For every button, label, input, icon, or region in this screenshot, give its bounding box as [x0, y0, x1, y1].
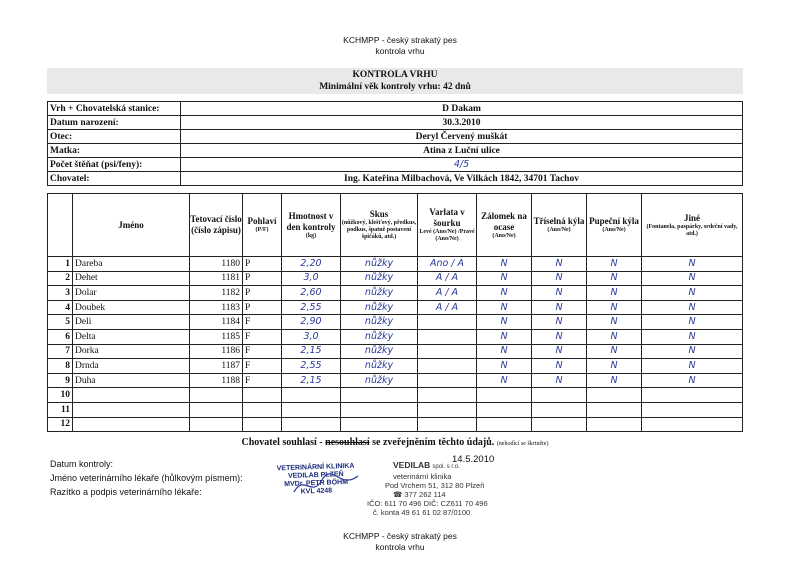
cell-bite: nůžky — [341, 359, 418, 374]
cell-other — [642, 402, 743, 417]
cell-tattoo-number: 1180 — [190, 257, 243, 272]
info-label: Datum narození: — [48, 116, 181, 130]
form-title — [47, 68, 743, 94]
stamp-lab-l2: Pod Vrchem 51, 312 80 Plzeň — [385, 481, 485, 490]
cell-weight: 2,60 — [282, 286, 341, 301]
stamp-vet-line3: MVDr. PETR BÖHM — [284, 478, 349, 489]
cell-bite: nůžky — [341, 315, 418, 330]
cell-row-number: 5 — [48, 315, 73, 330]
table-row — [48, 402, 743, 417]
cell-weight: 2,55 — [282, 359, 341, 374]
cell-umbilical-hernia — [587, 402, 642, 417]
cell-sex: F — [243, 329, 282, 344]
cell-row-number: 9 — [48, 373, 73, 388]
col-index — [48, 194, 73, 257]
info-label: Počet štěňat (psi/feny): — [48, 158, 181, 172]
cell-inguinal-hernia: N — [532, 257, 587, 272]
cell-inguinal-hernia: N — [532, 315, 587, 330]
cell-umbilical-hernia: N — [587, 257, 642, 272]
cell-tattoo-number — [190, 417, 243, 432]
cell-umbilical-hernia — [587, 417, 642, 432]
cell-weight: 2,15 — [282, 373, 341, 388]
cell-umbilical-hernia: N — [587, 329, 642, 344]
cell-weight — [282, 388, 341, 403]
cell-bite: nůžky — [341, 286, 418, 301]
doc-header — [0, 35, 800, 57]
table-row — [48, 388, 743, 403]
cell-bite: nůžky — [341, 257, 418, 272]
col-jine — [642, 194, 743, 257]
cell-row-number: 4 — [48, 300, 73, 315]
cell-weight — [282, 402, 341, 417]
cell-puppy-name: Duha — [73, 373, 190, 388]
cell-other: N — [642, 373, 743, 388]
cell-bite — [341, 417, 418, 432]
cell-testicles: A / A — [418, 271, 477, 286]
consent-note: (nehodící se škrtněte) — [496, 441, 549, 447]
col-zalomek — [477, 194, 532, 257]
info-label: Otec: — [48, 130, 181, 144]
header-line2: kontrola vrhu — [375, 46, 425, 56]
litter-info-table — [47, 101, 743, 186]
col-jine-sub: (Fontanela, paspárky, srdeční vady, atd.) — [646, 223, 738, 237]
info-row — [48, 102, 743, 116]
cell-tattoo-number: 1188 — [190, 373, 243, 388]
header-line1: KCHMPP - český strakatý pes — [343, 35, 457, 45]
cell-row-number: 12 — [48, 417, 73, 432]
cell-testicles: A / A — [418, 300, 477, 315]
info-value: Deryl Červený muškát — [181, 130, 743, 144]
cell-puppy-name: Doubek — [73, 300, 190, 315]
cell-tattoo-number: 1186 — [190, 344, 243, 359]
col-jine-label: Jiné — [683, 212, 700, 223]
cell-puppy-name — [73, 388, 190, 403]
cell-other: N — [642, 344, 743, 359]
cell-weight: 2,90 — [282, 315, 341, 330]
cell-inguinal-hernia: N — [532, 359, 587, 374]
cell-other: N — [642, 359, 743, 374]
cell-tattoo-number — [190, 388, 243, 403]
cell-row-number: 2 — [48, 271, 73, 286]
cell-bite: nůžky — [341, 271, 418, 286]
col-skus — [341, 194, 418, 257]
cell-testicles: Ano / A — [418, 257, 477, 272]
consent-struck: nesouhlasí — [325, 437, 370, 448]
stamp-signature-label: Razítko a podpis veterinárního lékaře: — [50, 487, 202, 497]
info-row — [48, 144, 743, 158]
col-pohlavi — [243, 194, 282, 257]
cell-inguinal-hernia — [532, 388, 587, 403]
cell-tail-kink: N — [477, 300, 532, 315]
title-main: KONTROLA VRHU — [352, 70, 438, 80]
cell-testicles — [418, 417, 477, 432]
cell-umbilical-hernia: N — [587, 373, 642, 388]
col-hmotnost-label: Hmotnost v den kontroly — [286, 210, 336, 232]
cell-tail-kink: N — [477, 315, 532, 330]
stamp-lab-l5: č. konta 49 61 61 02 87/0100 — [373, 508, 471, 517]
stamp-lab-name: VEDILAB — [393, 460, 431, 470]
table-row — [48, 271, 743, 286]
cell-other: N — [642, 329, 743, 344]
table-row — [48, 329, 743, 344]
cell-sex: F — [243, 344, 282, 359]
col-pupecni-sub: (Ano/Ne) — [602, 227, 626, 233]
datum-value: 14.5.2010 — [452, 454, 495, 465]
cell-sex: F — [243, 315, 282, 330]
bottom-line1: KCHMPP - český strakatý pes — [343, 531, 457, 541]
cell-sex: P — [243, 271, 282, 286]
info-row — [48, 172, 743, 186]
cell-sex: F — [243, 359, 282, 374]
col-skus-sub: (nůžkový, klešťový, předkus, podkus, špatně postavení špičáků, atd.) — [341, 220, 417, 240]
cell-tattoo-number: 1183 — [190, 300, 243, 315]
col-triselna-sub: (Ano/Ne) — [547, 227, 571, 233]
table-row — [48, 257, 743, 272]
stamp-vet-line2: VEDILAB PLZEŇ — [287, 471, 344, 480]
table-row — [48, 300, 743, 315]
cell-weight: 2,20 — [282, 257, 341, 272]
col-varlata-label: Varlata v šourku — [429, 207, 465, 228]
cell-puppy-name: Dolar — [73, 286, 190, 301]
info-value: D Dakam — [181, 102, 743, 116]
cell-puppy-name — [73, 417, 190, 432]
cell-tail-kink — [477, 388, 532, 403]
cell-row-number: 6 — [48, 329, 73, 344]
cell-tattoo-number: 1182 — [190, 286, 243, 301]
cell-bite: nůžky — [341, 373, 418, 388]
cell-testicles — [418, 344, 477, 359]
cell-inguinal-hernia: N — [532, 344, 587, 359]
cell-sex: F — [243, 373, 282, 388]
cell-puppy-name: Drnda — [73, 359, 190, 374]
cell-testicles — [418, 359, 477, 374]
cell-inguinal-hernia: N — [532, 300, 587, 315]
col-pupecni — [587, 194, 642, 257]
vedilab-stamp — [367, 460, 506, 517]
info-row — [48, 116, 743, 130]
table-row — [48, 286, 743, 301]
consent-line — [47, 437, 743, 448]
cell-tattoo-number: 1181 — [190, 271, 243, 286]
cell-sex — [243, 417, 282, 432]
col-pohlavi-sub: (P/F) — [255, 227, 269, 233]
info-value: Ing. Kateřina Milbachová, Ve Vilkách 1842, 34701 Tachov — [181, 172, 743, 186]
signature — [292, 470, 362, 500]
cell-tattoo-number — [190, 402, 243, 417]
col-tetovaci: Tetovací číslo (číslo zápisu) — [190, 194, 243, 257]
cell-tail-kink — [477, 417, 532, 432]
cell-inguinal-hernia: N — [532, 373, 587, 388]
consent-text-b: se zveřejněním těchto údajů. — [369, 437, 495, 448]
cell-inguinal-hernia — [532, 417, 587, 432]
cell-tail-kink: N — [477, 344, 532, 359]
cell-other — [642, 388, 743, 403]
cell-row-number: 3 — [48, 286, 73, 301]
cell-row-number: 10 — [48, 388, 73, 403]
datum-label: Datum kontroly: — [50, 459, 114, 469]
info-value: 30.3.2010 — [181, 116, 743, 130]
col-triselna — [532, 194, 587, 257]
table-row — [48, 344, 743, 359]
cell-umbilical-hernia: N — [587, 315, 642, 330]
cell-puppy-name: Delta — [73, 329, 190, 344]
puppies-table — [47, 193, 743, 432]
col-hmotnost-sub: (kg) — [305, 232, 317, 239]
cell-testicles — [418, 315, 477, 330]
cell-weight: 2,15 — [282, 344, 341, 359]
cell-puppy-name: Deli — [73, 315, 190, 330]
cell-sex: P — [243, 257, 282, 272]
col-hmotnost — [282, 194, 341, 257]
info-value: Atina z Luční ulice — [181, 144, 743, 158]
cell-umbilical-hernia: N — [587, 286, 642, 301]
info-value: 4/5 — [181, 158, 743, 172]
cell-inguinal-hernia — [532, 402, 587, 417]
cell-inguinal-hernia: N — [532, 271, 587, 286]
stamp-lab-l4: IČO: 611 70 496 DIČ: CZ611 70 496 — [367, 499, 488, 508]
table-row — [48, 359, 743, 374]
cell-puppy-name: Dorka — [73, 344, 190, 359]
cell-row-number: 1 — [48, 257, 73, 272]
col-zalomek-sub: (Ano/Ne) — [492, 232, 516, 239]
cell-weight: 2,55 — [282, 300, 341, 315]
col-varlata — [418, 194, 477, 257]
col-triselna-label: Tříselná kýla — [533, 216, 585, 226]
doc-footer — [0, 531, 800, 553]
cell-other: N — [642, 257, 743, 272]
cell-bite — [341, 402, 418, 417]
cell-puppy-name: Dareba — [73, 257, 190, 272]
cell-sex: P — [243, 300, 282, 315]
cell-weight — [282, 417, 341, 432]
cell-puppy-name — [73, 402, 190, 417]
col-zalomek-label: Zálomek na ocase — [481, 210, 527, 232]
table-row — [48, 417, 743, 432]
cell-umbilical-hernia — [587, 388, 642, 403]
cell-umbilical-hernia: N — [587, 359, 642, 374]
col-pupecni-label: Pupeční kýla — [589, 216, 639, 226]
cell-sex: P — [243, 286, 282, 301]
cell-row-number: 7 — [48, 344, 73, 359]
cell-inguinal-hernia: N — [532, 286, 587, 301]
title-sub: Minimální věk kontroly vrhu: 42 dnů — [319, 82, 471, 92]
table-row — [48, 315, 743, 330]
cell-umbilical-hernia: N — [587, 300, 642, 315]
cell-tattoo-number: 1185 — [190, 329, 243, 344]
cell-tattoo-number: 1187 — [190, 359, 243, 374]
table-row — [48, 373, 743, 388]
col-pohlavi-label: Pohlaví — [247, 216, 277, 226]
col-varlata-sub: Levé (Ano/Ne) /Pravé (Ano/Ne) — [419, 229, 475, 242]
cell-tail-kink: N — [477, 359, 532, 374]
cell-tail-kink — [477, 402, 532, 417]
cell-other: N — [642, 286, 743, 301]
vet-name-label: Jméno veterinárního lékaře (hůlkovým písmem): — [50, 473, 243, 483]
cell-tail-kink: N — [477, 329, 532, 344]
cell-other: N — [642, 271, 743, 286]
col-skus-label: Skus — [369, 209, 389, 219]
info-label: Chovatel: — [48, 172, 181, 186]
stamp-vet-line4: KVL 4248 — [300, 487, 333, 496]
cell-row-number: 11 — [48, 402, 73, 417]
cell-umbilical-hernia: N — [587, 344, 642, 359]
cell-tattoo-number: 1184 — [190, 315, 243, 330]
info-label: Matka: — [48, 144, 181, 158]
info-row — [48, 158, 743, 172]
cell-testicles: A / A — [418, 286, 477, 301]
consent-text-a: Chovatel souhlasí - — [241, 437, 326, 448]
cell-testicles — [418, 402, 477, 417]
cell-bite — [341, 388, 418, 403]
stamp-lab-l3: ☎ 377 262 114 — [393, 490, 446, 499]
cell-testicles — [418, 373, 477, 388]
cell-sex — [243, 402, 282, 417]
cell-bite: nůžky — [341, 344, 418, 359]
cell-other: N — [642, 300, 743, 315]
cell-sex — [243, 388, 282, 403]
stamp-lab-l1: veterinární klinika — [393, 472, 452, 481]
cell-other: N — [642, 315, 743, 330]
cell-tail-kink: N — [477, 373, 532, 388]
cell-row-number: 8 — [48, 359, 73, 374]
cell-bite: nůžky — [341, 329, 418, 344]
cell-tail-kink: N — [477, 257, 532, 272]
stamp-lab-suffix: spol. s r.o. — [432, 464, 460, 470]
cell-testicles — [418, 329, 477, 344]
col-jmeno: Jméno — [73, 194, 190, 257]
cell-tail-kink: N — [477, 271, 532, 286]
cell-other — [642, 417, 743, 432]
cell-umbilical-hernia: N — [587, 271, 642, 286]
stamp-vet-line1: VETERINÁRNÍ KLINIKA — [276, 462, 355, 473]
info-label: Vrh + Chovatelská stanice: — [48, 102, 181, 116]
cell-tail-kink: N — [477, 286, 532, 301]
cell-bite: nůžky — [341, 300, 418, 315]
info-row — [48, 130, 743, 144]
bottom-line2: kontrola vrhu — [375, 542, 425, 552]
cell-puppy-name: Dehet — [73, 271, 190, 286]
cell-weight: 3,0 — [282, 271, 341, 286]
cell-inguinal-hernia: N — [532, 329, 587, 344]
cell-testicles — [418, 388, 477, 403]
cell-weight: 3,0 — [282, 329, 341, 344]
